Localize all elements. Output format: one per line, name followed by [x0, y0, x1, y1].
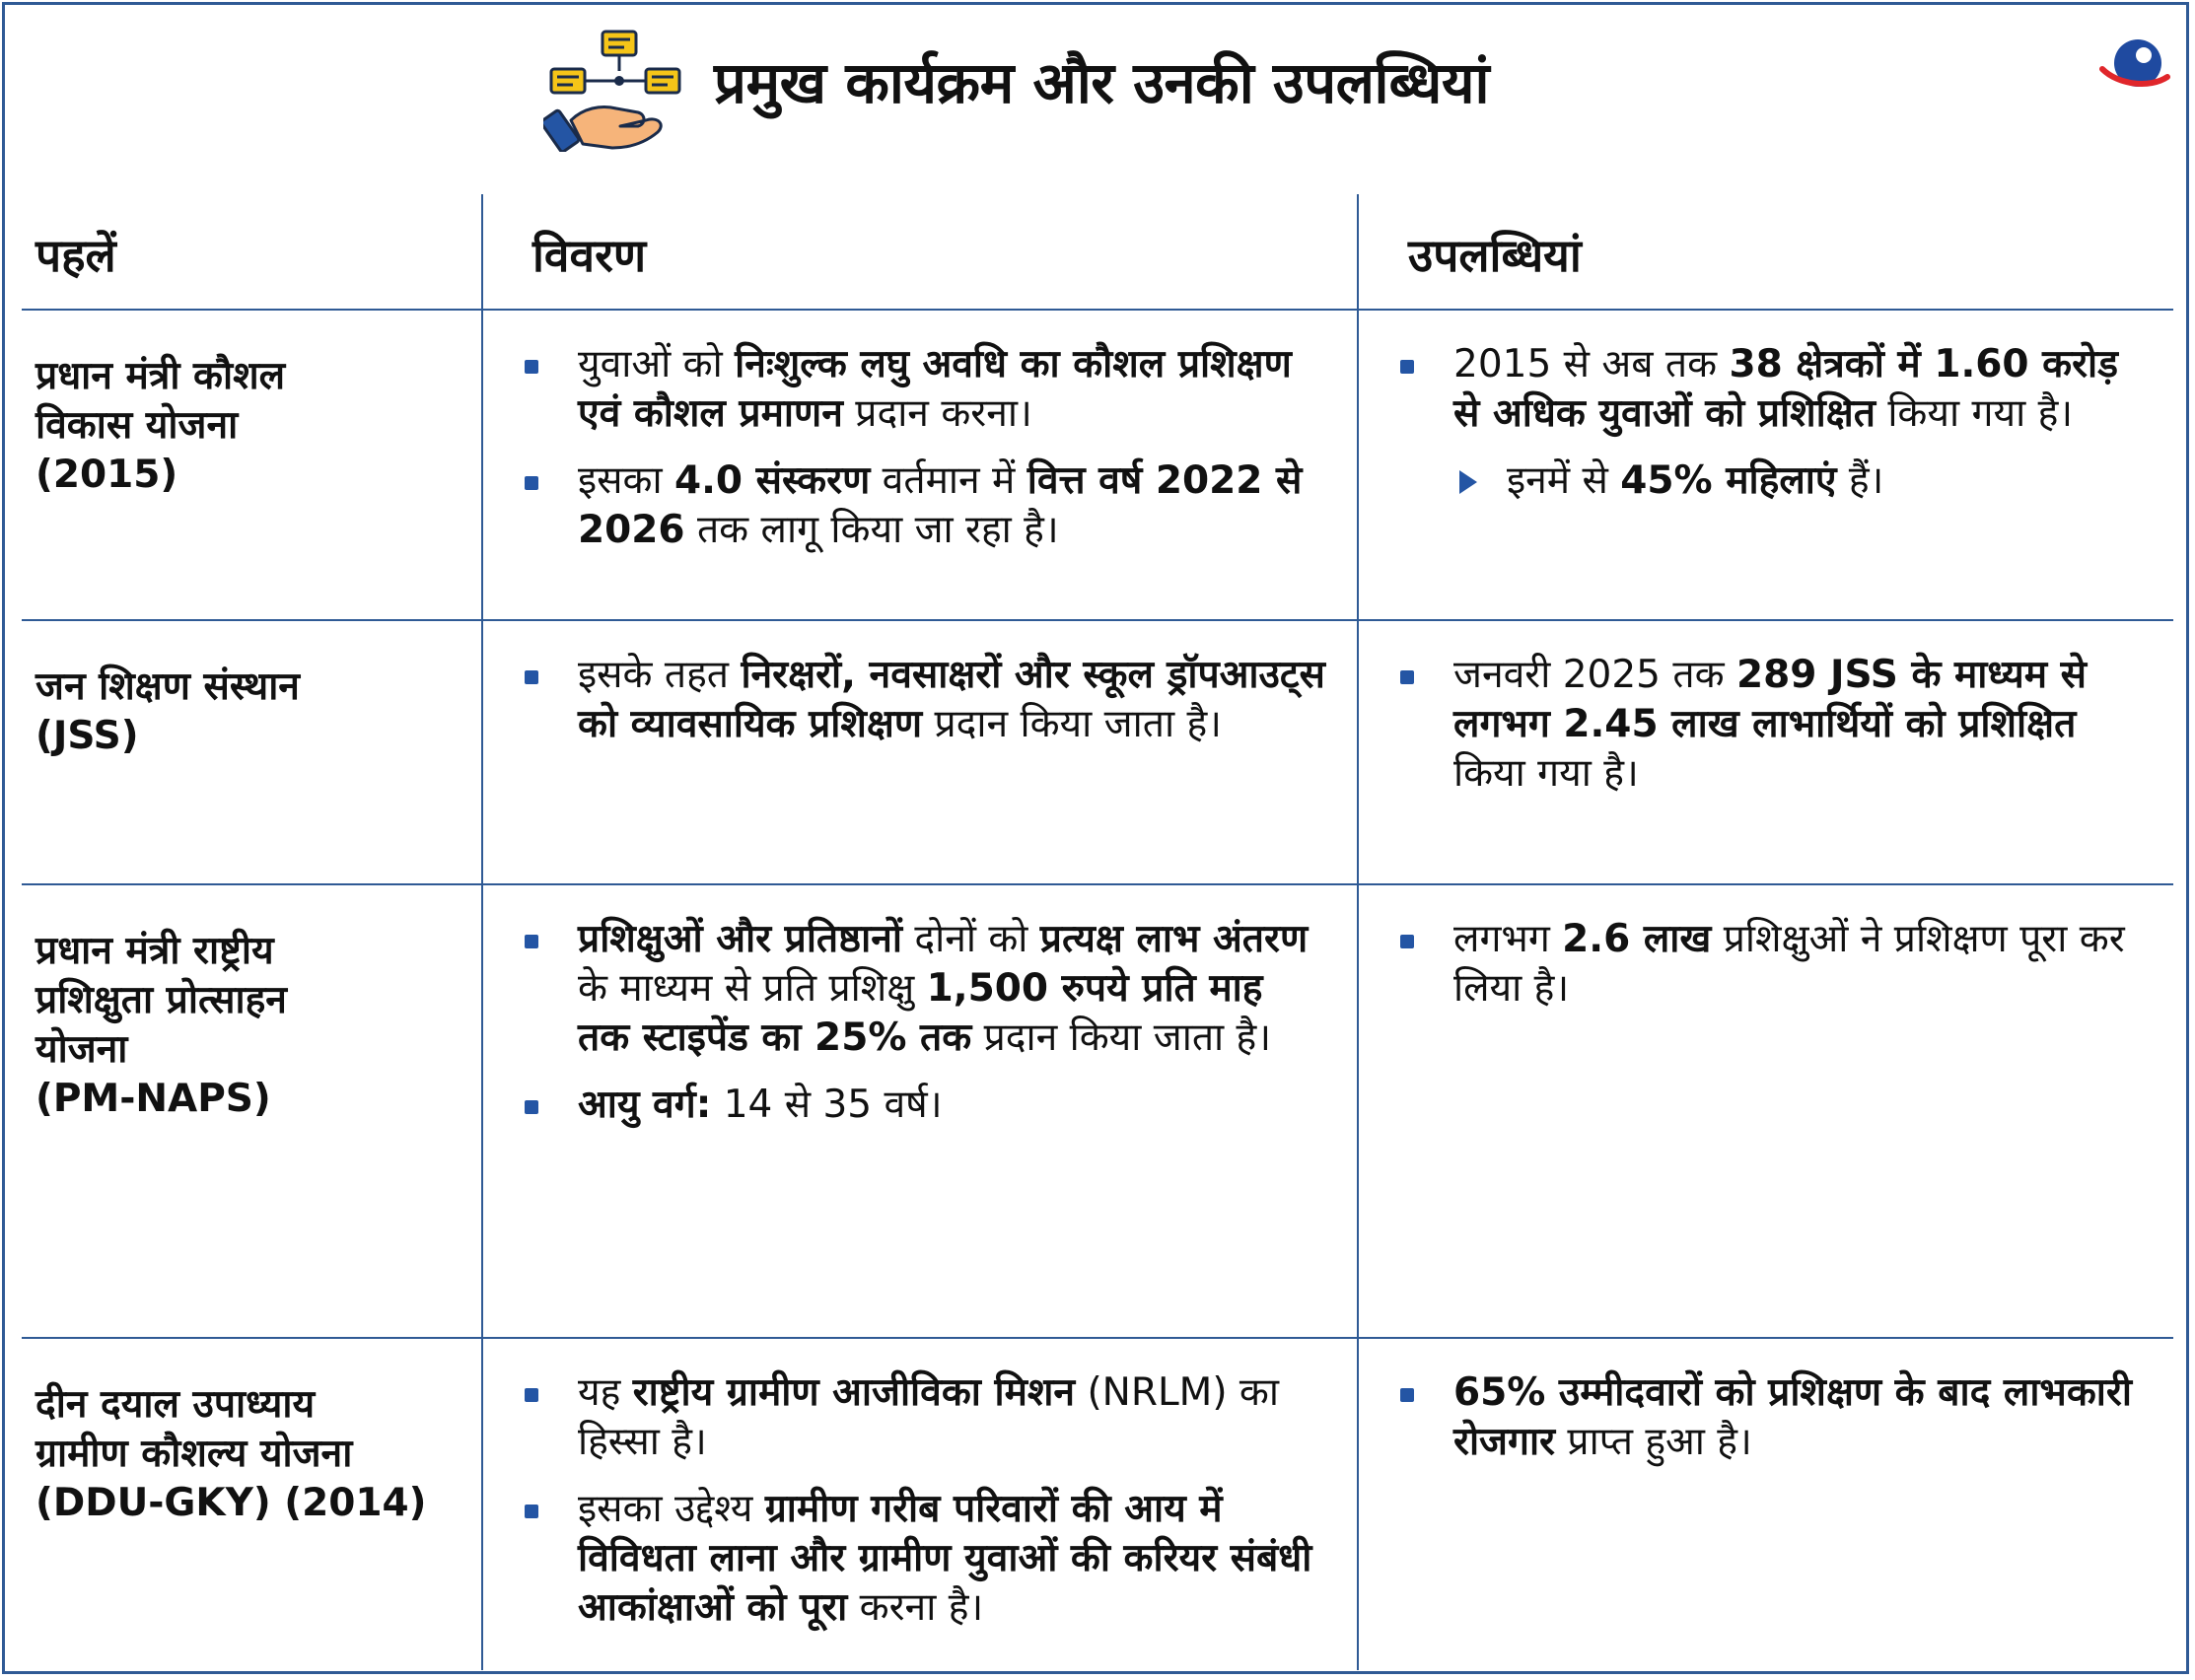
emphasis-text: निःशुल्क लघु अवधि का कौशल प्रशिक्षण एवं कौशल प्रमाणन [578, 342, 1292, 436]
details-list [483, 311, 1357, 555]
emphasis-text: 4.0 संस्करण [673, 458, 871, 503]
table-header-row [22, 194, 2173, 310]
body-text: प्राप्त हुआ है। [1555, 1419, 1752, 1464]
initiative-name-line: प्रधान मंत्री राष्ट्रीय [35, 928, 274, 973]
emphasis-text: 38 क्षेत्रकों में 1.60 करोड़ से अधिक युवाओं को प्रशिक्षित [1453, 342, 2118, 436]
brand-logo-icon [2098, 30, 2171, 103]
programs-table [22, 194, 2173, 1670]
initiative-name-line: दीन दयाल उपाध्याय [35, 1381, 316, 1427]
square-bullet-icon [1400, 935, 1414, 948]
list-item [525, 456, 1327, 555]
emphasis-text: प्रत्यक्ष लाभ अंतरण [1039, 916, 1309, 961]
list-item [525, 1368, 1327, 1467]
header-achievements: उपलब्धियां [1358, 194, 2173, 310]
initiative-name-line: प्रधान मंत्री कौशल [35, 354, 286, 398]
body-text: किया गया है। [1453, 750, 1639, 796]
details-list [483, 1339, 1357, 1633]
body-text: युवाओं को [578, 342, 736, 386]
list-item [525, 915, 1327, 1063]
initiative-cell [22, 1338, 482, 1670]
square-bullet-icon [1400, 670, 1414, 684]
emphasis-text: वित्त वर्ष 2022 से 2026 [578, 458, 1303, 552]
header-initiatives: पहलें [22, 194, 482, 310]
body-text: प्रदान किया जाता है। [922, 701, 1222, 746]
emphasis-text: 289 JSS के माध्यम से लगभग 2.45 लाख लाभार्थियों को प्रशिक्षित [1453, 652, 2087, 746]
achievements-list [1359, 311, 2173, 506]
square-bullet-icon [525, 1388, 538, 1402]
square-bullet-icon [525, 1505, 538, 1518]
list-item [525, 651, 1327, 749]
body-text: के माध्यम से प्रति प्रशिक्षु [578, 965, 927, 1011]
list-item [525, 1081, 1327, 1130]
body-text: 2015 से अब तक [1453, 342, 1730, 386]
body-text: (NRLM) का हिस्सा है। [578, 1369, 1279, 1464]
sub-list-item [1400, 456, 2144, 506]
achievements-cell [1358, 310, 2173, 620]
emphasis-text: 65% उम्मीदवारों को प्रशिक्षण के बाद लाभकारी रोजगार [1453, 1369, 2132, 1464]
initiative-name-line: ग्रामीण कौशल्य योजना [35, 1431, 353, 1476]
hand-with-flowchart-icon [543, 26, 681, 152]
table-row [22, 884, 2173, 1338]
body-text: यह [578, 1369, 633, 1415]
body-text: लगभग [1453, 916, 1563, 961]
emphasis-text: प्रशिक्षुओं और प्रतिष्ठानों [578, 916, 902, 961]
emphasis-text: राष्ट्रीय ग्रामीण आजीविका मिशन [632, 1369, 1076, 1415]
square-bullet-icon [525, 1100, 538, 1114]
initiative-name-line: (PM-NAPS) [35, 1076, 271, 1121]
body-text: प्रदान किया जाता है। [971, 1015, 1272, 1060]
initiative-cell [22, 884, 482, 1338]
emphasis-text: 2.6 लाख [1562, 916, 1712, 961]
body-text: 14 से 35 वर्ष। [711, 1082, 943, 1127]
initiative-name-line: प्रशिक्षुता प्रोत्साहन [35, 977, 287, 1022]
details-list [483, 621, 1357, 749]
initiative-name-line: (DDU-GKY) (2014) [35, 1480, 427, 1525]
emphasis-text: 1,500 रुपये प्रति माह तक स्टाइपेंड का 25% तक [578, 965, 1263, 1060]
square-bullet-icon [525, 670, 538, 684]
achievements-list [1359, 621, 2173, 799]
details-list [483, 885, 1357, 1130]
body-text: दोनों को [901, 916, 1040, 961]
table-row [22, 310, 2173, 620]
body-text: इनमें से [1507, 458, 1621, 503]
body-text: इसका उद्देश्य [578, 1486, 765, 1531]
table-row [22, 620, 2173, 884]
body-text: इसका [578, 458, 674, 503]
body-text: करना है। [847, 1584, 984, 1630]
emphasis-text: निरक्षरों, नवसाक्षरों और स्कूल ड्रॉपआउट्स को व्यावसायिक प्रशिक्षण [578, 652, 1325, 746]
body-text: किया गया है। [1875, 391, 2074, 436]
body-text: इसके तहत [578, 652, 742, 697]
initiative-name-line: विकास योजना [35, 403, 239, 448]
square-bullet-icon [1400, 360, 1414, 374]
initiative-cell [22, 310, 482, 620]
triangle-bullet-icon [1459, 470, 1477, 494]
body-text: वर्तमान में [870, 458, 1027, 503]
details-cell [482, 620, 1358, 884]
details-cell [482, 884, 1358, 1338]
list-item [525, 1485, 1327, 1633]
title-bar [0, 20, 2195, 168]
achievements-cell [1358, 620, 2173, 884]
emphasis-text: 45% महिलाएं [1620, 458, 1837, 503]
initiative-cell [22, 620, 482, 884]
achievements-list [1359, 885, 2173, 1014]
square-bullet-icon [525, 360, 538, 374]
initiative-name-line: (JSS) [35, 713, 139, 758]
square-bullet-icon [1400, 1388, 1414, 1402]
header-details: विवरण [482, 194, 1358, 310]
body-text: हैं। [1836, 458, 1884, 503]
initiative-name-line: योजना [35, 1026, 128, 1072]
square-bullet-icon [525, 935, 538, 948]
achievements-cell [1358, 884, 2173, 1338]
list-item [1400, 340, 2144, 439]
details-cell [482, 1338, 1358, 1670]
achievements-list [1359, 1339, 2173, 1467]
list-item [1400, 915, 2144, 1014]
square-bullet-icon [525, 476, 538, 490]
list-item [525, 340, 1327, 439]
initiative-name-line: जन शिक्षण संस्थान [35, 664, 300, 709]
body-text: प्रशिक्षुओं ने प्रशिक्षण पूरा कर लिया है। [1453, 916, 2125, 1011]
list-item [1400, 1368, 2144, 1467]
list-item [1400, 651, 2144, 799]
achievements-cell [1358, 1338, 2173, 1670]
details-cell [482, 310, 1358, 620]
page-title: प्रमुख कार्यक्रम और उनकी उपलब्धियां [714, 49, 1490, 116]
table-row [22, 1338, 2173, 1670]
initiative-name-line: (2015) [35, 453, 178, 497]
emphasis-text: ग्रामीण गरीब परिवारों की आय में विविधता लाना और ग्रामीण युवाओं की करियर संबंधी आकांक्षाओं को पूरा [578, 1486, 1312, 1630]
emphasis-text: आयु वर्ग: [578, 1082, 712, 1127]
body-text: तक लागू किया जा रहा है। [684, 508, 1059, 552]
body-text: प्रदान करना। [842, 391, 1032, 436]
body-text: जनवरी 2025 तक [1453, 652, 1736, 697]
